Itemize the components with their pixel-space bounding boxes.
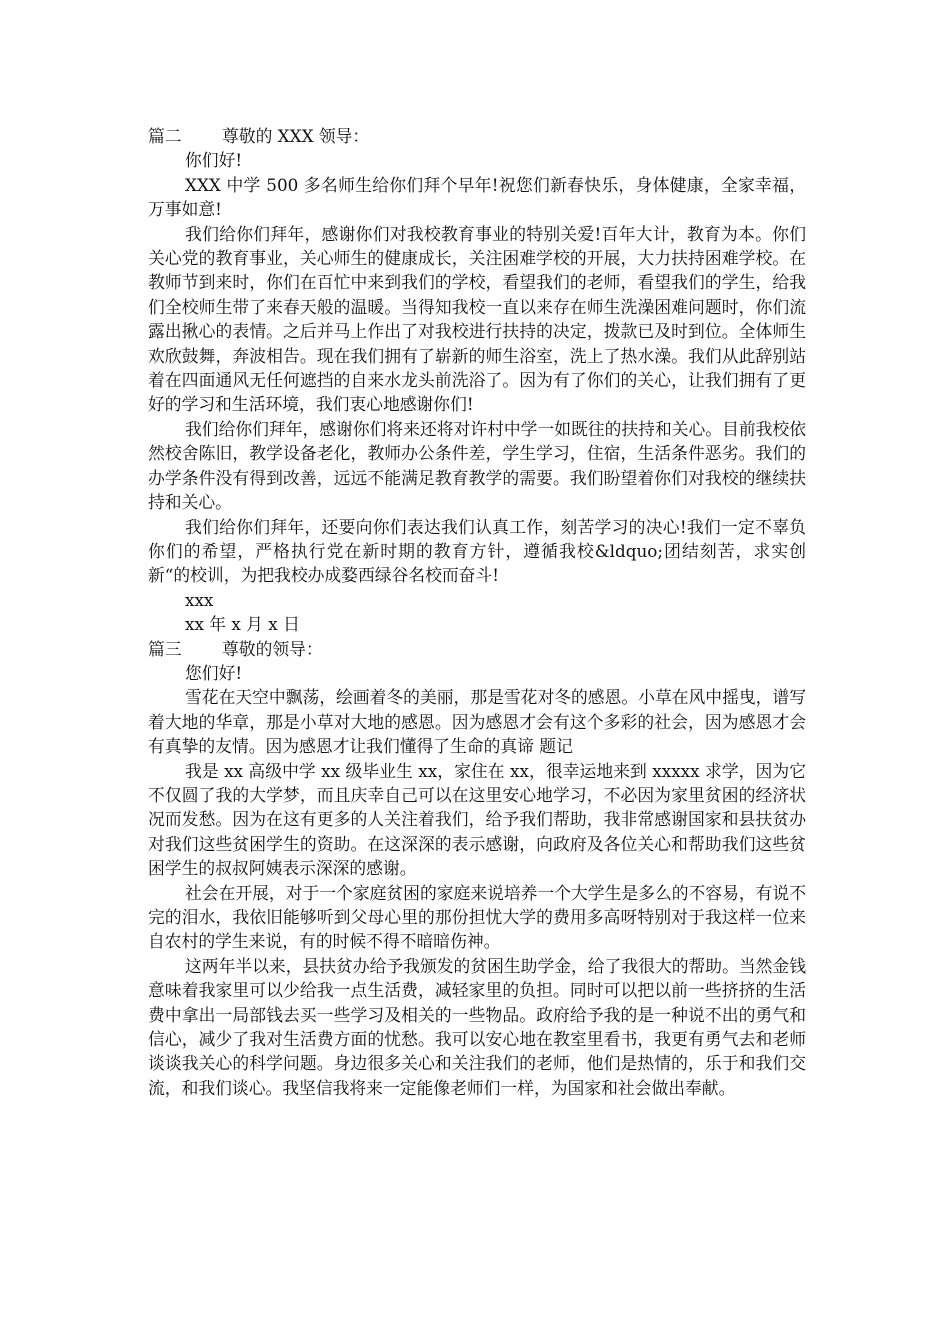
section3-salutation: 尊敬的领导： — [222, 638, 323, 659]
section3-paragraph-2: 我是 xx 高级中学 xx 级毕业生 xx，家住在 xx，很幸运地来到 xxxxx 求学，因为它不仅圆了我的大学梦，而且庆幸自己可以在这里安心地学习，不必因为家里贫困的经济状况而发愁。因为在这有更多的人关注着我们，给予我们帮助，我非常感谢国家和县扶贫办对我们这些贫困学生的资助。在这深深的表示感谢，向政府及各位关心和帮助我们这些贫困学生的叔叔阿姨表示深深的感谢。 — [148, 760, 806, 879]
section3-greeting: 您们好! — [185, 662, 243, 683]
section3-paragraph-3: 社会在开展，对于一个家庭贫困的家庭来说培养一个大学生是多么的不容易，有说不完的泪水，我依旧能够听到父母心里的那份担忧大学的费用多高呀特别对于我这样一位来自农村的学生来说，有的时候不得不暗暗伤神。 — [148, 882, 806, 952]
section2-paragraph-3: 我们给你们拜年，感谢你们将来还将对许村中学一如既往的扶持和关心。目前我校依然校舍陈旧，教学设备老化，教师办公条件差，学生学习，住宿，生活条件恶劣。我们的办学条件没有得到改善，远远不能满足教育教学的需要。我们盼望着你们对我校的继续扶持和关心。 — [148, 418, 806, 513]
section2-paragraph-4: 我们给你们拜年，还要向你们表达我们认真工作，刻苦学习的决心!我们一定不辜负你们的希望，严格执行党在新时期的教育方针，遵循我校&ldquo;团结刻苦，求实创新“的校训，为把我校办成婺西绿谷名校而奋斗! — [148, 516, 806, 586]
section3-paragraph-1: 雪花在天空中飘荡，绘画着冬的美丽，那是雪花对冬的感恩。小草在风中摇曳，谱写着大地的华章，那是小草对大地的感恩。因为感恩才会有这个多彩的社会，因为感恩才会有真挚的友情。因为感恩才让我们懂得了生命的真谛 题记 — [148, 687, 806, 757]
section2-paragraph-1: XXX 中学 500 多名师生给你们拜个早年!祝您们新春快乐，身体健康，全家幸福，万事如意! — [148, 174, 806, 220]
document-page — [148, 124, 806, 1100]
section2-greeting: 你们好! — [185, 150, 243, 171]
section3-paragraph-4: 这两年半以来，县扶贫办给予我颁发的贫困生助学金，给了我很大的帮助。当然金钱意味着我家里可以少给我一点生活费，减轻家里的负担。同时可以把以前一些挤挤的生活费中拿出一局部钱去买一些学习及相关的一些物品。政府给予我的是一种说不出的勇气和信心，减少了我对生活费方面的忧愁。我可以安心地在教室里看书，我更有勇气去和老师谈谈我关心的科学问题。身边很多关心和关注我们的老师，他们是热情的，乐于和我们交流，和我们谈心。我坚信我将来一定能像老师们一样，为国家和社会做出奉献。 — [148, 955, 806, 1098]
section2-label: 篇二 — [148, 126, 182, 146]
section2-heading — [148, 124, 806, 148]
section2-date: xx 年 x 月 x 日 — [185, 614, 300, 635]
section2-paragraph-2: 我们给你们拜年，感谢你们对我校教育事业的特别关爱!百年大计，教育为本。你们关心党的教育事业，关心师生的健康成长，关注困难学校的开展，大力扶持困难学校。在教师节到来时，你们在百忙中来到我们的学校，看望我们的老师，看望我们的学生，给我们全校师生带了来春天般的温暖。当得知我校一直以来存在师生洗澡困难问题时，你们流露出揪心的表情。之后并马上作出了对我校进行扶持的决定，拨款已及时到位。全体师生欢欣鼓舞，奔波相告。现在我们拥有了崭新的师生浴室，洗上了热水澡。我们从此辞别站着在四面通风无任何遮挡的自来水龙头前洗浴了。因为有了你们的关心，让我们拥有了更好的学习和生活环境，我们衷心地感谢你们! — [148, 223, 806, 415]
section3-label: 篇三 — [148, 638, 182, 659]
section2-signature: xxx — [185, 589, 214, 610]
section2-salutation: 尊敬的 XXX 领导： — [222, 126, 370, 146]
section3-heading — [148, 637, 806, 661]
